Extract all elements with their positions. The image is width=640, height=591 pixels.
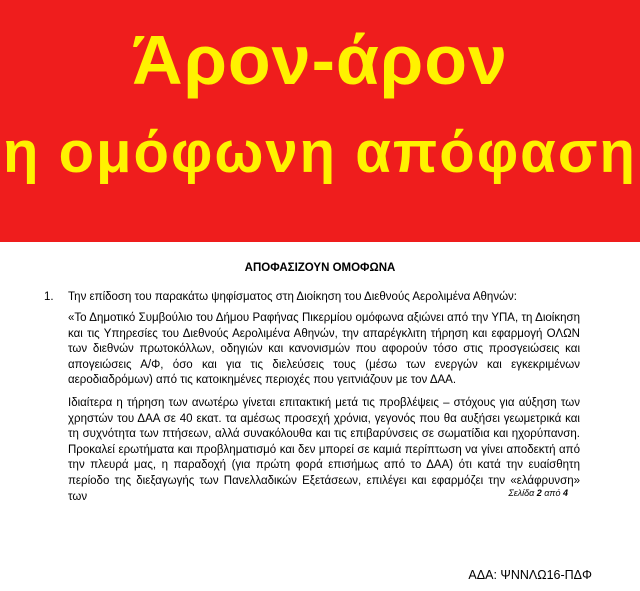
- footer: [0, 566, 640, 591]
- list-item-number: 1.: [44, 291, 54, 303]
- resolution-paragraph-1: «Το Δημοτικό Συμβούλιο του Δήμου Ραφήνας Πικερμίου ομόφωνα αξιώνει από την ΥΠΑ, τη Διοίκηση και τις Υπηρεσίες του Διεθνούς Αερολιμένα Αθηνών, την απαρέγκλιτη τήρηση και εφαρμογή ΟΛΩΝ των διεθνών πρωτοκόλλων, οδηγιών και κανονισμών που αφορούν τόσο στις προσγειώσεις και απογειώσεις Α/Φ, όσο και για τις διελεύσεις τους (μέσω των ενεργών και εγκεκριμένων αεροδιαδρόμων) από τις κατοικημένες περιοχές που γειτνιάζουν με τον ΔΑΑ.: [68, 312, 580, 387]
- page-label: Σελίδα: [508, 488, 535, 498]
- headline-banner: [0, 0, 640, 242]
- page-number: [508, 488, 568, 498]
- page-of: από: [544, 488, 561, 498]
- document-excerpt: [0, 242, 640, 566]
- page-total: 4: [562, 488, 568, 498]
- resolution-paragraph-2: Ιδιαίτερα η τήρηση των ανωτέρω γίνεται επιτακτική μετά τις προβλέψεις – στόχους για αύξηση των χρηστών του ΔΑΑ σε 40 εκατ. τα αμέσως προσεχή χρόνια, γεγονός που θα αυξήσει γεωμετρικά και τη συχνότητα των πτήσεων, αλλά συνακόλουθα και τις επιβαρύνσεις σε σωματίδια και ηχορύπανση. Προκαλεί ερωτήματα και προβληματισμό και δεν μπορεί σε καμιά περίπτωση να γίνει αποδεκτή από την πλευρά μας, η παραδοχή (για πρώτη φορά επισήμως από το ΔΑΑ) ότι κατά την ευαίσθητη περίοδο της διεξαγωγής των Πανελλαδικών Εξετάσεων, επιλέγει και εφαρμόζει την «ελάφρυνση» των: [68, 397, 580, 503]
- document-heading: ΑΠΟΦΑΣΙΖΟΥΝ ΟΜΟΦΩΝΑ: [244, 262, 396, 274]
- list-item-text: Την επίδοση του παρακάτω ψηφίσματος στη Διοίκηση του Διεθνούς Αερολιμένα Αθηνών:: [68, 291, 518, 303]
- ada-code: ΑΔΑ: ΨΝΝΛΩ16-ΠΔΦ: [468, 568, 592, 582]
- headline-line-1: Άρον-άρον: [132, 21, 508, 99]
- headline-line-2: η ομόφωνη απόφαση: [3, 120, 637, 185]
- page-current: 2: [536, 488, 542, 498]
